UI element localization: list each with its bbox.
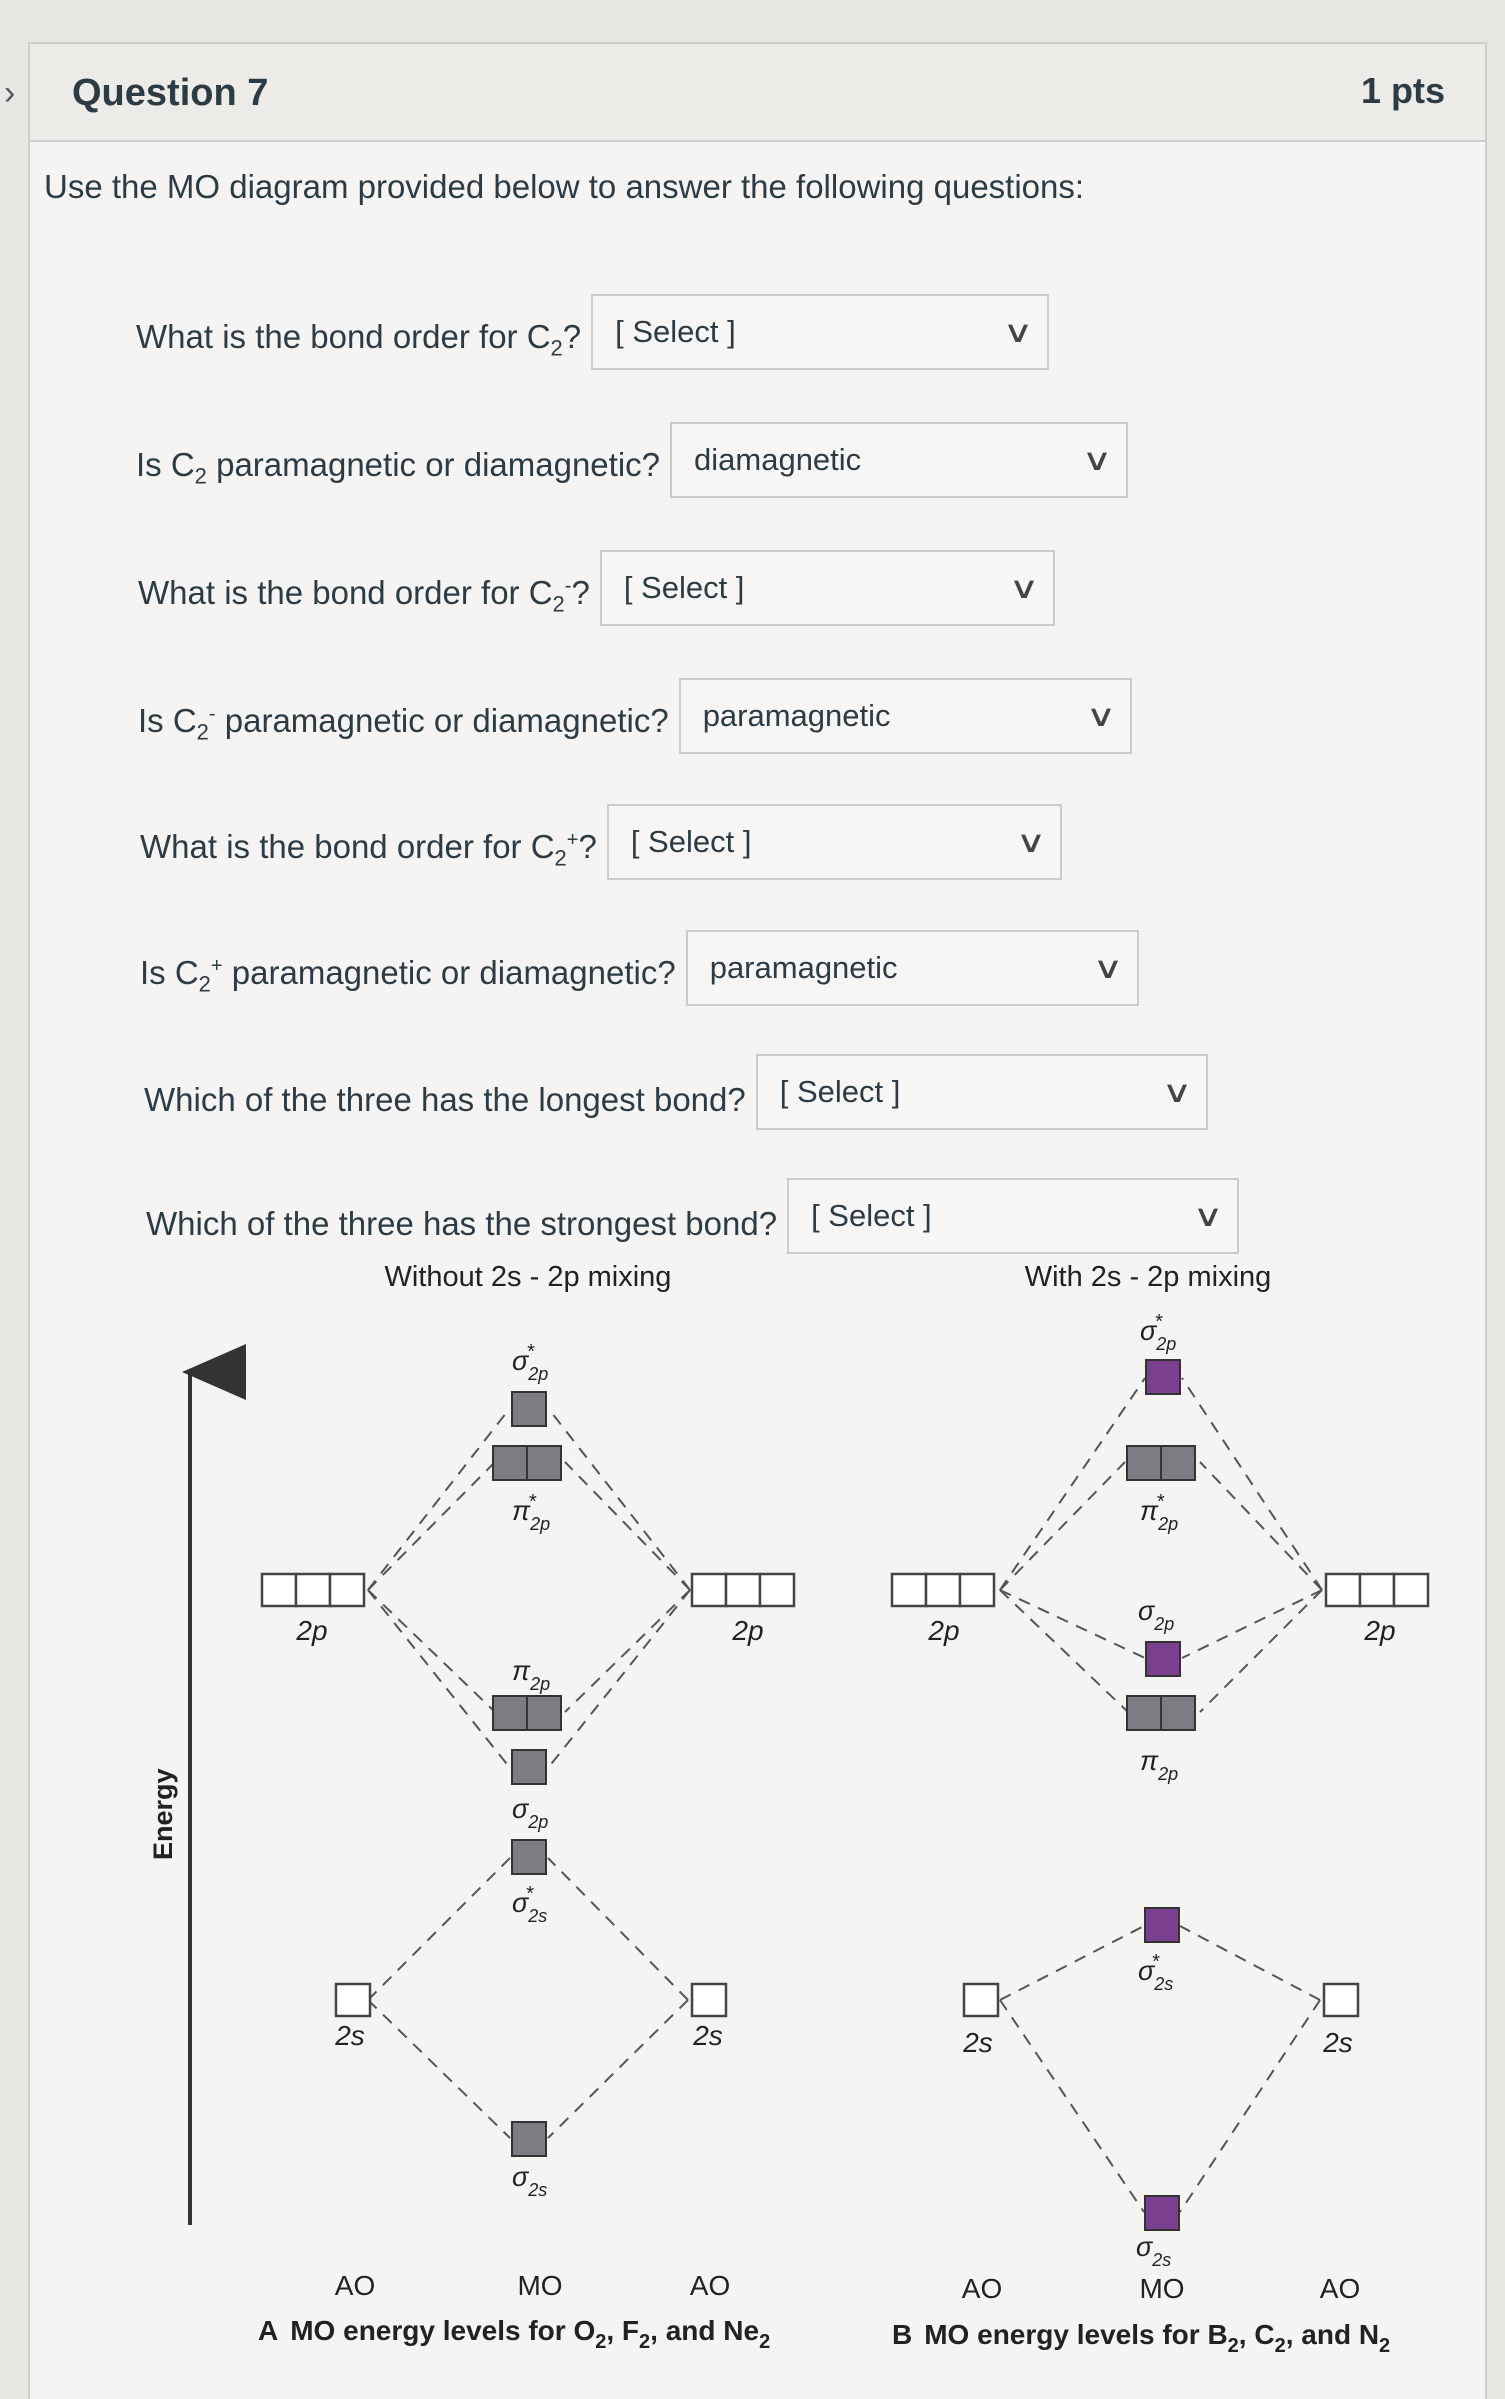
ao-2p-left-b bbox=[892, 1574, 994, 1606]
chevron-down-icon: ∨ bbox=[1015, 825, 1047, 859]
svg-text:π2p: $\pi_{2p}$ bbox=[512, 1656, 551, 1694]
mo-pi-star-2p-b bbox=[1127, 1446, 1195, 1534]
mo-sigma-2s-a bbox=[512, 2122, 547, 2200]
question-label: Is $C_2^+$ paramagnetic or diamagnetic? bbox=[140, 954, 676, 997]
chevron-down-icon: ∨ bbox=[1002, 315, 1034, 349]
bond-order-c2-plus-select[interactable]: [ Select ] ∨ bbox=[607, 804, 1062, 880]
svg-text:σ2p: $\sigma_{2p}$ bbox=[1138, 1596, 1175, 1634]
svg-text:σ2p*: $\sigma_{2p}*$ bbox=[512, 1341, 549, 1384]
ao-label: AO bbox=[334, 2270, 376, 2301]
svg-text:σ2s: $\sigma_{2s}$ bbox=[1136, 2232, 1172, 2270]
svg-text:π2p: $\pi_{2p}$ bbox=[1140, 1746, 1179, 1784]
ao-label: AO bbox=[1319, 2273, 1361, 2304]
svg-text:π2p*: $\pi_{2p}*$ bbox=[512, 1491, 551, 1534]
energy-axis bbox=[148, 1372, 190, 2225]
caption-a: A MO energy levels for $O_2$, $F_2$, and $Ne_2$ bbox=[258, 2315, 771, 2353]
ao-2s-right-b bbox=[1324, 1984, 1358, 2016]
ao-2p-right-a bbox=[692, 1574, 794, 1606]
svg-text:σ2s*: $\sigma_{2s}*$ bbox=[1138, 1951, 1174, 1994]
svg-text:π2p*: $\pi_{2p}*$ bbox=[1140, 1491, 1179, 1534]
left-diagram-title: Without 2s - 2p mixing bbox=[384, 1261, 672, 1293]
ao-2p-label: 2p bbox=[928, 1615, 960, 1646]
bond-order-c2-minus-select[interactable]: [ Select ] ∨ bbox=[600, 550, 1055, 626]
ao-2p-left-a bbox=[262, 1574, 364, 1606]
ao-2p-label: 2p bbox=[296, 1615, 328, 1646]
question-intro: Use the MO diagram provided below to answer the following questions: bbox=[44, 168, 1085, 205]
chevron-down-icon: ∨ bbox=[1161, 1075, 1193, 1109]
bond-order-c2-select[interactable]: [ Select ] ∨ bbox=[591, 294, 1049, 370]
svg-text:σ2s*: $\sigma_{2s}*$ bbox=[512, 1883, 548, 1926]
diagram-a bbox=[258, 1341, 794, 2353]
ao-label: AO bbox=[689, 2270, 731, 2301]
question-label: Is $C_2$ paramagnetic or diamagnetic? bbox=[136, 446, 661, 489]
mo-sigma-2s-b bbox=[1136, 2196, 1179, 2270]
right-diagram-title: With 2s - 2p mixing bbox=[1024, 1261, 1272, 1293]
energy-label: Energy bbox=[148, 1768, 178, 1860]
collapse-chevron-icon[interactable]: › bbox=[4, 74, 16, 112]
ao-2s-label: 2s bbox=[963, 2027, 993, 2058]
question-label: What is the bond order for $C_2$? bbox=[136, 318, 582, 361]
magnetism-c2-minus-select[interactable]: paramagnetic ∨ bbox=[679, 678, 1132, 754]
strongest-bond-select[interactable]: [ Select ] ∨ bbox=[787, 1178, 1239, 1254]
ao-2s-label: 2s bbox=[693, 2020, 723, 2051]
chevron-down-icon: ∨ bbox=[1092, 951, 1124, 985]
magnetism-c2-select[interactable]: diamagnetic ∨ bbox=[670, 422, 1128, 498]
question-points: 1 pts bbox=[1360, 70, 1445, 111]
question-label: Which of the three has the longest bond? bbox=[144, 1081, 746, 1118]
chevron-down-icon: ∨ bbox=[1008, 571, 1040, 605]
mo-sigma-star-2s-b bbox=[1138, 1908, 1179, 1994]
chevron-down-icon: ∨ bbox=[1085, 699, 1117, 733]
mo-sigma-star-2p-a bbox=[512, 1341, 548, 1426]
ao-2s-right-a bbox=[692, 1984, 726, 2016]
svg-text:σ2s: $\sigma_{2s}$ bbox=[512, 2162, 548, 2200]
chevron-down-icon: ∨ bbox=[1192, 1199, 1224, 1233]
ao-2s-label: 2s bbox=[1323, 2027, 1353, 2058]
question-label: Which of the three has the strongest bond? bbox=[146, 1205, 778, 1242]
diagram-b bbox=[892, 1311, 1428, 2357]
svg-text:σ2p: $\sigma_{2p}$ bbox=[512, 1794, 549, 1832]
magnetism-c2-plus-select[interactable]: paramagnetic ∨ bbox=[686, 930, 1139, 1006]
question-title: Question 7 bbox=[72, 72, 269, 114]
ao-label: AO bbox=[961, 2273, 1003, 2304]
ao-2p-label: 2p bbox=[1364, 1615, 1396, 1646]
question-label: Is $C_2^-$ paramagnetic or diamagnetic? bbox=[138, 702, 669, 745]
ao-2s-left-b bbox=[964, 1984, 998, 2016]
ao-2s-left-a bbox=[336, 1984, 370, 2016]
ao-2p-right-b bbox=[1326, 1574, 1428, 1606]
mo-sigma-2p-b bbox=[1138, 1596, 1180, 1676]
mo-pi-2p-a bbox=[493, 1656, 561, 1730]
mo-sigma-2p-a bbox=[512, 1750, 548, 1832]
ao-2p-label: 2p bbox=[732, 1615, 764, 1646]
chevron-down-icon: ∨ bbox=[1081, 443, 1113, 477]
mo-sigma-star-2p-b bbox=[1140, 1311, 1180, 1394]
ao-2s-label: 2s bbox=[335, 2020, 365, 2051]
svg-text:σ2p*: $\sigma_{2p}*$ bbox=[1140, 1311, 1177, 1354]
longest-bond-select[interactable]: [ Select ] ∨ bbox=[756, 1054, 1208, 1130]
mo-pi-2p-b bbox=[1127, 1696, 1195, 1784]
mo-pi-star-2p-a bbox=[493, 1446, 561, 1534]
caption-b: B MO energy levels for $B_2$, $C_2$, and $N_2$ bbox=[892, 2319, 1391, 2357]
mo-label: MO bbox=[1139, 2273, 1185, 2304]
question-label: What is the bond order for $C_2^-$? bbox=[138, 574, 590, 617]
question-label: What is the bond order for $C_2^+$? bbox=[140, 828, 597, 871]
mo-label: MO bbox=[517, 2270, 563, 2301]
mo-sigma-star-2s-a bbox=[512, 1840, 547, 1926]
